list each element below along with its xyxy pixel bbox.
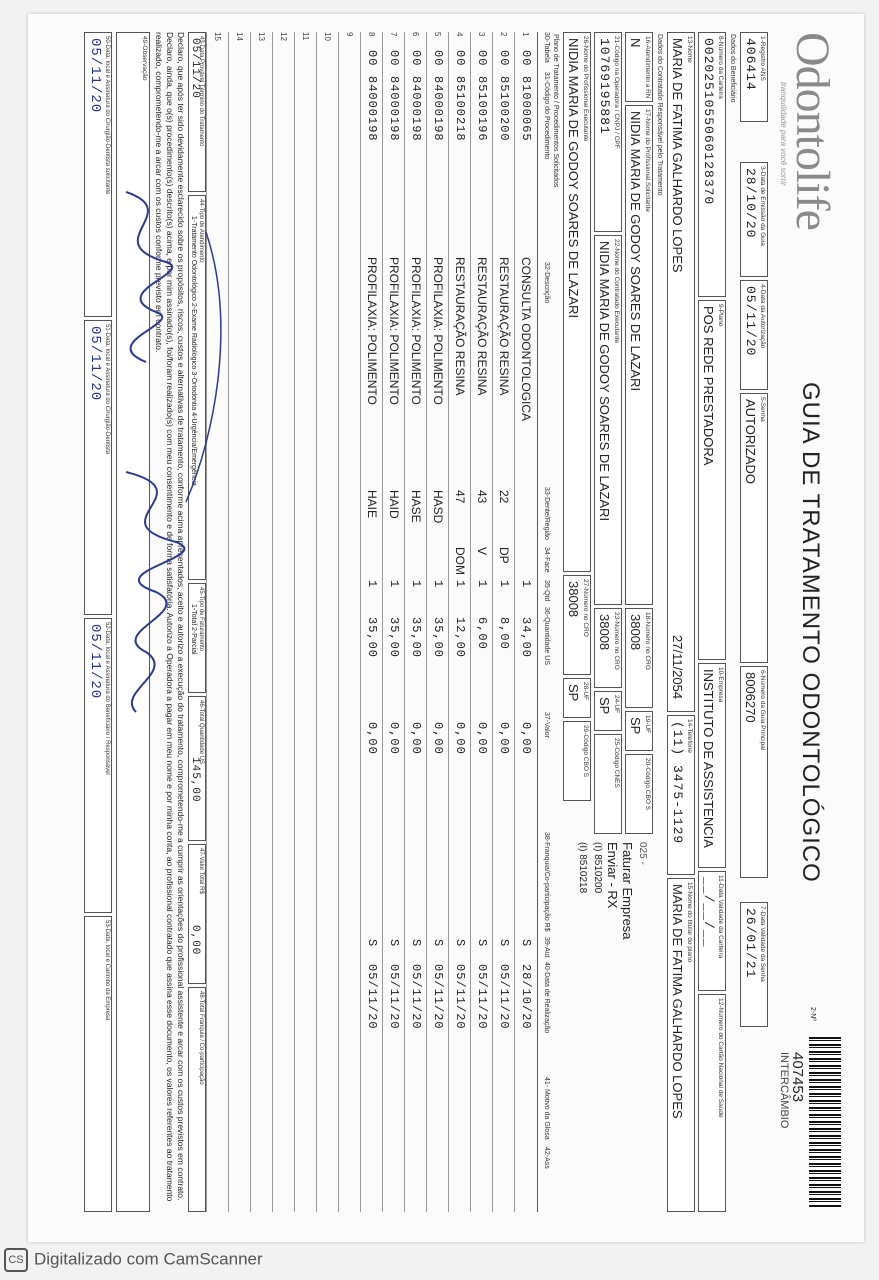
cell-aut: S: [387, 939, 401, 948]
data-autorizacao-value: 05/11/20: [743, 286, 758, 357]
table-row: [470, 32, 492, 1212]
cell-dente: 22: [497, 490, 511, 504]
uf-solicitante-field: 19-UF SP: [625, 711, 653, 751]
cell-data: 05/11/20: [497, 964, 511, 1030]
barcode-image: [809, 1037, 841, 1207]
cell-n: 4: [455, 32, 464, 37]
cell-aut: S: [497, 939, 511, 948]
table-row: [338, 32, 360, 1212]
tipo-atendimento-field: 44-Tipo de Atendimento 1-Tratamento Odontológico 2-Exame Radiológico 3-Ortodontia 4-Urgência/Emergência: [188, 195, 206, 580]
total-franquia-field: 48-Total Franquia / Co-participação: [188, 987, 206, 1212]
uf-solicitante-value: SP: [628, 717, 643, 735]
cell-n: 2: [499, 32, 508, 37]
cell-n: 15: [213, 32, 222, 41]
signature-51-field: 51-Data, local e Assinatura do Cirurgião-Dentista 05/11/20: [84, 320, 112, 615]
cnes-field: 25-Código CNES: [594, 734, 622, 834]
cell-tabela: 00: [497, 50, 511, 67]
senha-value: AUTORIZADO: [743, 399, 758, 484]
cell-data: 05/11/20: [409, 964, 423, 1030]
codigo-operadora-value: 10769195881: [597, 38, 612, 135]
cell-qtd: 1: [453, 580, 467, 589]
cro-executante-field: 27-Número no CRO 38008: [563, 575, 591, 675]
cell-n: 7: [389, 32, 398, 37]
signature-50-field: 50-Data, local e Assinatura do Cirurgião-Dentista solicitante 05/11/20: [84, 32, 112, 317]
cell-valor: 0,00: [453, 722, 467, 755]
cell-valor: 0,00: [431, 722, 445, 755]
cell-qtd: 1: [519, 580, 533, 589]
cell-n: 12: [279, 32, 288, 41]
profissional-solicitante-field: 17-Nome do Profissional Solicitante NIDIA MARIA DE GODOY SOARES DE LAZARI: [625, 105, 653, 605]
cell-valor: 0,00: [387, 722, 401, 755]
registro-ans-field: 1-Registro ANS 406414: [740, 32, 768, 122]
cell-aut: S: [431, 939, 445, 948]
brand-logo: Odontolife: [786, 32, 839, 230]
table-row: [404, 32, 426, 1212]
cell-aut: S: [519, 939, 533, 948]
profissional-executante-field: 26-Nome do Profissional Executante NIDIA MARIA DE GODOY SOARES DE LAZARI: [563, 32, 591, 572]
validade-carteira-value: __/__/__: [701, 877, 716, 948]
section-beneficiario: Dados do Beneficiário: [729, 34, 736, 103]
telefone-value: (11) 3475-1129: [670, 721, 685, 845]
cell-qtd: 1: [475, 580, 489, 589]
cell-valor: 0,00: [519, 722, 533, 755]
cell-descricao: PROFILAXIA: POLIMENTO: [365, 257, 379, 405]
cell-aut: S: [453, 939, 467, 948]
tipo-faturamento-value: 1-Total 2-Parcial: [190, 604, 197, 655]
uf-contratado-value: SP: [597, 697, 612, 715]
cell-n: 10: [323, 32, 332, 41]
table-row: [426, 32, 448, 1212]
cell-tabela: 00: [519, 50, 533, 67]
cell-valor: 0,00: [365, 722, 379, 755]
cell-descricao: PROFILAXIA: POLIMENTO: [409, 257, 423, 405]
guide-type: INTERCÂMBIO: [778, 1052, 790, 1129]
cartao-nacional-field: 12-Número do Cartão Nacional de Saúde: [698, 994, 726, 1212]
cell-aut: S: [409, 939, 423, 948]
cell-descricao: RESTAURAÇÃO RESINA: [497, 257, 511, 396]
valor-total-value: 0,00: [189, 925, 201, 956]
cell-n: 8: [367, 32, 376, 37]
cell-data: 05/11/20: [475, 964, 489, 1030]
codigo-operadora-field: 21-Código na Operadora / CNPJ / CPF 10769195881: [594, 32, 622, 232]
cell-face: V: [475, 547, 489, 556]
cell-aut: S: [475, 939, 489, 948]
cell-codigo: 81000065: [519, 76, 533, 142]
cell-qtd: 1: [497, 580, 511, 589]
cell-codigo: 85100200: [497, 76, 511, 142]
tipo-atendimento-value: 1-Tratamento Odontológico 2-Exame Radiológico 3-Ortodontia 4-Urgência/Emergência: [190, 216, 197, 486]
cell-codigo: 84000198: [365, 76, 379, 142]
cell-tabela: 00: [475, 50, 489, 67]
cell-dente: HAID: [387, 490, 401, 519]
cell-n: 13: [257, 32, 266, 41]
cell-tabela: 00: [387, 50, 401, 67]
cell-codigo: 85100196: [475, 76, 489, 142]
cell-data: 05/11/20: [365, 964, 379, 1030]
table-row: [316, 32, 338, 1212]
cell-qtd_us: 6,00: [475, 617, 489, 650]
table-row: [294, 32, 316, 1212]
empresa-value: INSTITUTO DE ASSISTENCIA: [701, 669, 716, 848]
cell-n: 5: [433, 32, 442, 37]
guia-principal-field: 6-Número da Guia Principal 8006270: [740, 666, 768, 878]
uf-executante-field: 28-UF SP: [563, 678, 591, 718]
valor-total-field: 47-Valor Total R$ 0,00: [188, 844, 206, 984]
nome-value: MARIA DE FATIMA GALHARDO LOPES: [670, 38, 685, 273]
cell-descricao: CONSULTA ODONTOLOGICA: [519, 257, 533, 422]
cell-face: DP: [497, 547, 511, 564]
camscanner-icon: CS: [4, 1248, 28, 1272]
cell-descricao: RESTAURAÇÃO RESINA: [475, 257, 489, 396]
registro-ans-value: 406414: [743, 38, 758, 91]
cell-data: 05/11/20: [431, 964, 445, 1030]
table-row: [514, 32, 536, 1212]
atendimento-rn-value: N: [628, 38, 643, 48]
signature-53-field: 53-Data, local e Carimbo da Empresa: [84, 916, 112, 1212]
rotated-form: [56, 22, 846, 1222]
cell-qtd_us: 34,00: [519, 617, 533, 659]
uf-executante-value: SP: [566, 684, 581, 702]
cell-qtd_us: 8,00: [497, 617, 511, 650]
cell-valor: 0,00: [475, 722, 489, 755]
cbo-solicitante-field: 20-Código CBO S: [625, 754, 653, 834]
cell-data: 28/10/20: [519, 964, 533, 1030]
cell-valor: 0,00: [497, 722, 511, 755]
cell-dente: 43: [475, 490, 489, 504]
guide-number: 407453: [789, 1052, 806, 1103]
cell-codigo: 84000198: [409, 76, 423, 142]
cell-dente: HASD: [431, 490, 445, 524]
cell-qtd_us: 35,00: [431, 617, 445, 659]
handwritten-signatures: [86, 172, 246, 732]
nascimento-value: 27/11/2054: [670, 635, 685, 700]
numero-carteira-value: 0020251055060128370: [701, 38, 716, 206]
cell-codigo: 84000198: [431, 76, 445, 142]
profissional-solicitante-value: NIDIA MARIA DE GODOY SOARES DE LAZARI: [628, 111, 643, 392]
nome-field: 13-Nome MARIA DE FATIMA GALHARDO LOPES 27/11/2054: [667, 32, 695, 712]
form-title: GUIA DE TRATAMENTO ODONTOLÓGICO: [797, 382, 824, 883]
cro-solicitante-value: 38008: [628, 614, 643, 651]
data-emissao-field: 3-Data de Emissão da Guia 28/10/20: [740, 162, 768, 277]
total-us-value: 145,00: [189, 757, 201, 803]
section-procedimentos: Plano de Tratamento / Procedimentos Solicitados: [552, 34, 559, 188]
cell-descricao: PROFILAXIA: POLIMENTO: [387, 257, 401, 405]
signature-52-field: 52-Data, local e Assinatura do Beneficiário / Responsável 05/11/20: [84, 618, 112, 913]
procedures-header: 30-Tabela 31-Código do Procedimento 32-Descrição 33-Dente/Região 34-Face 35-Qtd 36-Quantidade US 37-Valor 38-Franquia/Co-participação R$ 39-Aut 40-Data de Realização 41- Motivo da Glosa 42-Ass: [537, 32, 550, 1212]
cell-n: 3: [477, 32, 486, 37]
cell-qtd: 1: [409, 580, 423, 589]
cell-data: 05/11/20: [453, 964, 467, 1030]
table-row: [448, 32, 470, 1212]
profissional-executante-value: NIDIA MARIA DE GODOY SOARES DE LAZARI: [566, 38, 581, 319]
guia-principal-value: 8006270: [743, 672, 758, 723]
faturar-stamp: 025 - Faturar Empresa Enviar - RX (I) 8510200 (I) 8510218: [577, 842, 648, 940]
cell-n: 11: [301, 32, 310, 41]
contratado-executante-field: 22-Nome do Contratado Executante NIDIA MARIA DE GODOY SOARES DE LAZARI: [594, 235, 622, 605]
cell-codigo: 85100218: [453, 76, 467, 142]
cro-contratado-field: 23-Número no CRO 38008: [594, 608, 622, 688]
cell-tabela: 00: [409, 50, 423, 67]
cell-tabela: 00: [453, 50, 467, 67]
cell-dente: HAIE: [365, 490, 379, 519]
cell-n: 9: [345, 32, 354, 37]
declaration-text: Declaro, que após ter sido devidamente esclarecido sobre os propósitos, riscos, custos e alternativas de tratamento, conforme acima apresentados, aceito e autorizo a execução do tratamento, comprometendo-me a cumprir as orientações do profissional assistente e arcar com os custos previstos em contrato. Declaro, ainda, que o(s) procedimento(s) descrito(s) acima, e por mim assinado(s), foi/foram realizado(s) com meu consentimento e de forma satisfatória. Autorizo a Operadora a pagar em meu nome e por minha conta, ao profissional contratado que assina esse documento, os valores referentes ao tratamento realizado, comprometendo-me a arcar com os custos conforme previsto em contrato.: [154, 32, 186, 1202]
signature-52-date: 05/11/20: [87, 624, 103, 700]
cro-solicitante-field: 18-Número no CRO 38008: [625, 608, 653, 708]
uf-contratado-field: 24-UF SP: [594, 691, 622, 731]
cell-aut: S: [365, 939, 379, 948]
contratado-executante-value: NIDIA MARIA DE GODOY SOARES DE LAZARI: [597, 241, 612, 522]
cell-qtd_us: 12,00: [453, 617, 467, 659]
data-autorizacao-field: 4-Data da Autorização 05/11/20: [740, 280, 768, 390]
total-us-field: 46-Total Quantidade US 145,00: [188, 696, 206, 841]
numero-carteira-field: 8-Número da Carteira 0020251055060128370: [698, 32, 726, 297]
cell-n: 6: [411, 32, 420, 37]
cell-qtd_us: 35,00: [365, 617, 379, 659]
tipo-faturamento-field: 45-Tipo de Faturamento 1-Total 2-Parcial: [188, 583, 206, 693]
cell-qtd: 1: [387, 580, 401, 589]
cell-descricao: RESTAURAÇÃO RESINA: [453, 257, 467, 396]
cell-qtd: 1: [431, 580, 445, 589]
cell-face: DOM: [453, 547, 467, 575]
cell-qtd_us: 35,00: [387, 617, 401, 659]
cell-codigo: 84000198: [387, 76, 401, 142]
signature-50-date: 05/11/20: [87, 38, 103, 114]
signature-51-date: 05/11/20: [87, 326, 103, 402]
cell-descricao: PROFILAXIA: POLIMENTO: [431, 257, 445, 405]
plano-field: 9-Plano POS REDE PRESTADORA: [698, 300, 726, 660]
cell-qtd: 1: [365, 580, 379, 589]
titular-value: MARIA DE FATIMA GALHARDO LOPES: [670, 884, 685, 1119]
telefone-field: 14-Telefone (11) 3475-1129: [667, 715, 695, 875]
cell-n: 1: [521, 32, 530, 37]
cell-dente: 47: [453, 490, 467, 504]
cro-contratado-value: 38008: [597, 614, 612, 651]
atendimento-rn-field: 16-Atendimento a RN N: [625, 32, 653, 102]
cell-n: 14: [235, 32, 244, 41]
observacao-field: 49-Observação: [116, 32, 150, 1212]
table-row: [492, 32, 514, 1212]
titular-field: 15-Nome do titular do plano MARIA DE FATIMA GALHARDO LOPES: [667, 878, 695, 1212]
cell-qtd_us: 35,00: [409, 617, 423, 659]
cbo-executante-field: 29-Código CBO S: [563, 721, 591, 801]
cell-tabela: 00: [431, 50, 445, 67]
plano-value: POS REDE PRESTADORA: [701, 306, 716, 466]
data-emissao-value: 28/10/20: [743, 168, 758, 239]
document-sheet: [28, 14, 864, 1242]
table-row: [272, 32, 294, 1212]
cell-data: 05/11/20: [387, 964, 401, 1030]
validade-carteira-field: 11-Data Validade da Carteira __/__/__: [698, 871, 726, 991]
data-termino-value: 05/11/20: [189, 38, 201, 99]
cell-dente: HASE: [409, 490, 423, 523]
validade-senha-value: 26/01/21: [743, 908, 758, 979]
brand-tagline: tranquilidade para você sorrir: [779, 82, 788, 186]
camscanner-watermark: CS Digitalizado com CamScanner: [4, 1248, 263, 1272]
data-termino-field: 43-Data Provável Término do Tratamento 05/11/20: [188, 32, 206, 192]
page-mark: 2-Nº: [809, 1007, 816, 1021]
section-contratado: Dados do Contratado Responsável pelo Tratamento: [656, 34, 663, 196]
validade-senha-field: 7-Data Validade da Senha 26/01/21: [740, 902, 768, 1027]
table-row: [382, 32, 404, 1212]
empresa-field: 10-Empresa INSTITUTO DE ASSISTENCIA: [698, 663, 726, 868]
cell-tabela: 00: [365, 50, 379, 67]
senha-field: 5-Senha AUTORIZADO: [740, 393, 768, 663]
table-row: [360, 32, 382, 1212]
cell-valor: 0,00: [409, 722, 423, 755]
table-row: [250, 32, 272, 1212]
cro-executante-value: 38008: [566, 581, 581, 618]
